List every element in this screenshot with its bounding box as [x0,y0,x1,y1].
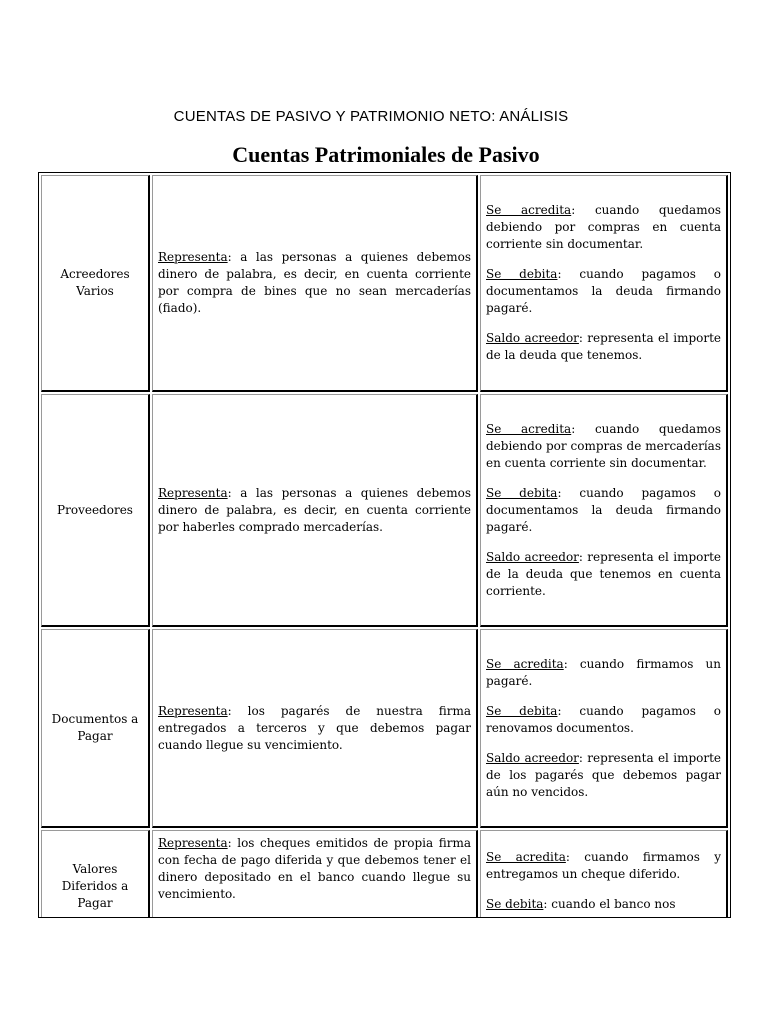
represents-label: Representa [158,703,228,718]
account-name-cell [41,175,150,392]
debit-text: : cuando el banco nos [543,897,676,911]
debit-rule [486,703,721,737]
debit-label: Se debita [486,897,544,911]
account-name: Acreedores Varios [60,267,130,298]
debit-label: Se debita [486,703,558,718]
balance-text: : representa el importe de la deuda que tenemos en cuenta corriente. [486,549,722,598]
debit-rule [486,485,721,536]
debit-label: Se debita [486,485,558,500]
account-name-cell [41,629,150,828]
account-name: Documentos a Pagar [51,712,139,743]
balance-rule [486,750,721,801]
table-row [41,629,728,828]
balance-rule [486,330,721,364]
debit-text: : cuando pagamos o documentamos la deuda firmando pagaré. [486,485,721,534]
represents-label: Representa [158,250,228,264]
debit-rule [486,266,721,317]
balance-text: : representa el importe de los pagarés que debemos pagar aún no vencidos. [486,750,722,799]
movements-cell [480,175,728,392]
credit-text: : cuando quedamos debiendo por compras en cuenta corriente sin documentar. [486,203,721,251]
debit-label: Se debita [486,267,558,281]
represents-text: : los pagarés de nuestra firma entregados a terceros y que debemos pagar cuando llegue su vencimiento. [158,703,471,752]
credit-text: : cuando firmamos un pagaré. [486,656,721,688]
table-row [41,830,728,918]
credit-text: : cuando firmamos y entregamos un cheque diferido. [486,850,721,881]
debit-rule [486,896,721,913]
movements-cell [480,394,728,627]
document-heading: CUENTAS DE PASIVO Y PATRIMONIO NETO: ANÁLISIS [173,108,569,125]
balance-label: Saldo acreedor [486,549,579,564]
credit-label: Se acredita [486,203,572,217]
credit-label: Se acredita [486,850,566,864]
account-name: Valores Diferidos a Pagar [61,861,129,910]
table-title: Cuentas Patrimoniales de Pasivo [232,142,540,167]
movements-cell [480,629,728,828]
balance-label: Saldo acreedor [486,750,579,765]
account-name-cell [41,830,150,918]
balance-text: : representa el importe de la deuda que tenemos. [486,331,722,362]
represents-label: Representa [158,485,228,500]
table-row [41,175,728,392]
accounts-table-frame [38,172,731,918]
accounts-table [39,173,730,918]
movements-cell [480,830,728,918]
credit-label: Se acredita [486,421,572,436]
credit-rule [486,849,721,883]
credit-rule [486,202,721,253]
represents-label: Representa [158,836,228,850]
credit-rule [486,656,721,690]
represents-cell [152,175,478,392]
account-name: Proveedores [57,502,133,517]
balance-label: Saldo acreedor [486,331,579,345]
balance-rule [486,549,721,600]
debit-text: : cuando pagamos o renovamos documentos. [486,703,721,735]
table-row [41,394,728,627]
represents-cell [152,394,478,627]
debit-text: : cuando pagamos o documentamos la deuda firmando pagaré. [486,267,721,315]
represents-cell [152,830,478,918]
represents-text: : los cheques emitidos de propia firma con fecha de pago diferida y que debemos tener el dinero depositado en el banco cuando llegue su vencimiento. [158,836,471,901]
credit-label: Se acredita [486,656,564,671]
represents-text: : a las personas a quienes debemos dinero de palabra, es decir, en cuenta corriente por haberles comprado mercaderías. [158,485,471,534]
credit-text: : cuando quedamos debiendo por compras de mercaderías en cuenta corriente sin documentar. [486,421,721,470]
represents-text: : a las personas a quienes debemos dinero de palabra, es decir, en cuenta corriente por compra de bines que no sean mercaderías (fiado). [158,250,471,315]
credit-rule [486,421,721,472]
represents-cell [152,629,478,828]
account-name-cell [41,394,150,627]
